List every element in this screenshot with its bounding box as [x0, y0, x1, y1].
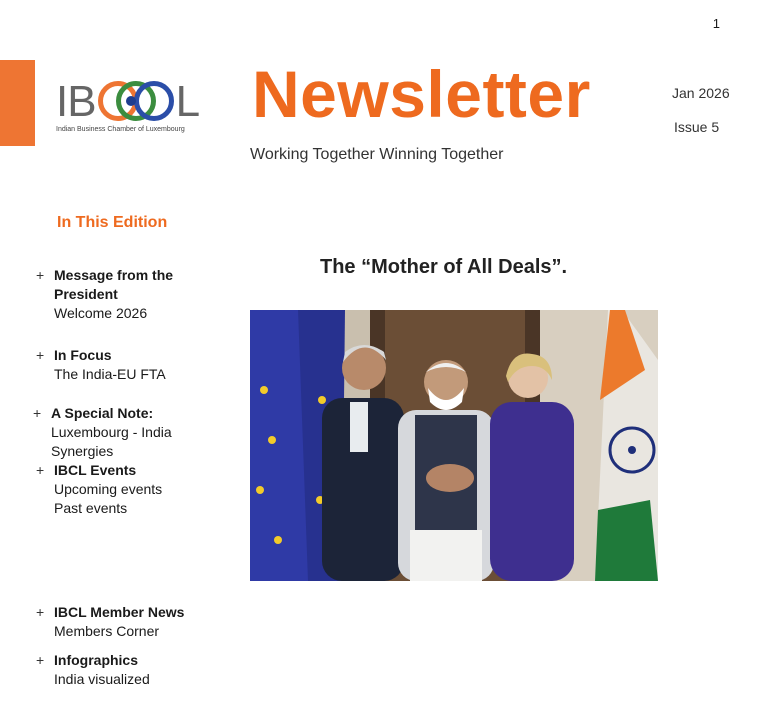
newsletter-subtitle: Working Together Winning Together: [250, 146, 504, 163]
feature-title: The “Mother of All Deals”.: [320, 256, 568, 278]
toc-item-member-news[interactable]: [36, 603, 184, 641]
toc-item-desc: Welcome 2026: [54, 305, 148, 321]
plus-icon: +: [36, 604, 45, 620]
page-number: 1: [712, 16, 720, 31]
plus-icon: +: [36, 267, 45, 283]
toc-item-infographics[interactable]: [36, 651, 150, 689]
accent-bar: [0, 60, 35, 146]
toc-item-desc: Luxembourg - India: [51, 424, 172, 440]
toc-item-desc: Upcoming events: [54, 481, 163, 497]
plus-icon: +: [36, 652, 45, 668]
plus-icon: +: [36, 462, 45, 478]
toc-item-desc: India visualized: [54, 671, 150, 687]
toc-item-president[interactable]: [36, 266, 173, 323]
toc-item-title: Message from the: [54, 267, 174, 283]
toc-item-events[interactable]: [36, 461, 162, 518]
toc-item-title: In Focus: [54, 347, 112, 363]
plus-icon: +: [33, 405, 42, 421]
issue-number: Issue 5: [674, 119, 720, 135]
toc-item-desc: The India-EU FTA: [54, 366, 166, 382]
logo-letters-left: IB: [56, 77, 96, 126]
toc-heading: In This Edition: [57, 214, 168, 231]
toc-item-in-focus[interactable]: [36, 346, 166, 384]
toc-item-desc: Members Corner: [54, 623, 160, 639]
toc-item-desc: Past events: [54, 500, 128, 516]
toc-item-title: IBCL Member News: [54, 604, 185, 620]
toc-item-title: A Special Note:: [51, 405, 154, 421]
plus-icon: +: [36, 347, 45, 363]
issue-date: Jan 2026: [672, 85, 730, 101]
toc-item-desc: Synergies: [51, 443, 114, 459]
toc-item-title: President: [54, 286, 118, 302]
logo-rings-icon: [98, 78, 174, 126]
toc-item-special-note[interactable]: [33, 404, 172, 461]
toc-item-title: Infographics: [54, 652, 139, 668]
logo-letters-right: L: [175, 77, 200, 126]
ibcl-logo: [56, 78, 206, 138]
toc-item-title: IBCL Events: [54, 462, 137, 478]
logo-tagline: Indian Business Chamber of Luxembourg: [56, 126, 185, 133]
feature-photo: [250, 310, 658, 581]
newsletter-title: Newsletter: [252, 57, 591, 131]
